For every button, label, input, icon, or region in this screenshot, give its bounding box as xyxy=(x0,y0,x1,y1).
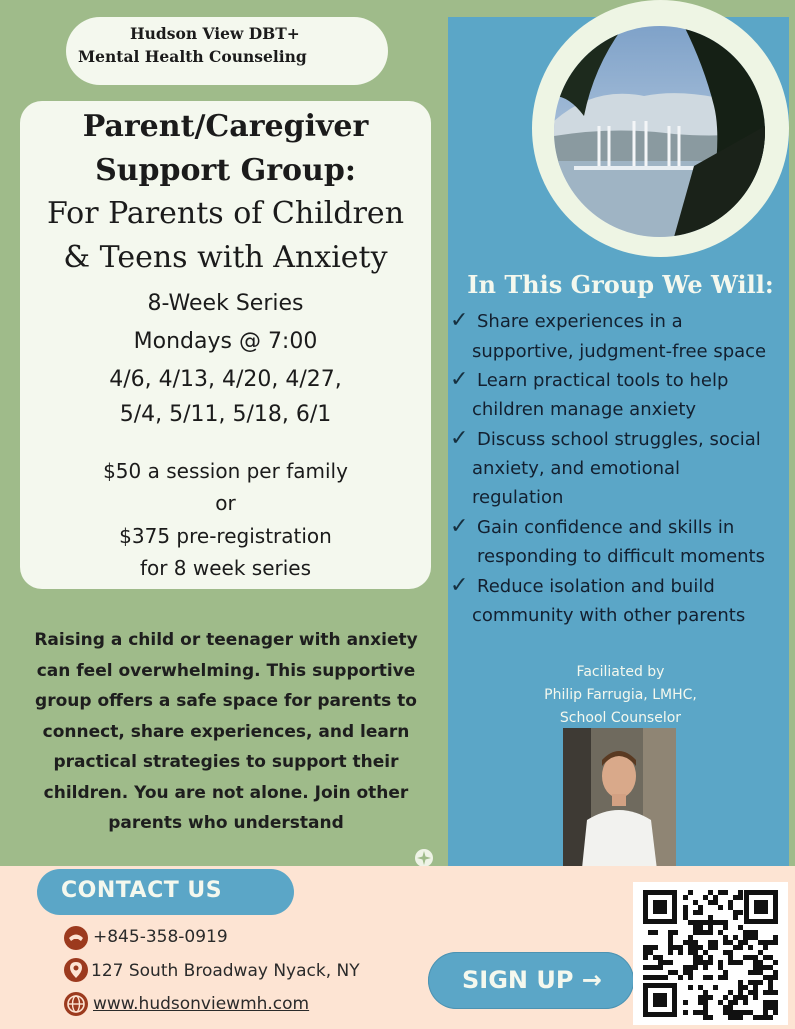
benefit-3-line-3: regulation xyxy=(472,487,564,508)
contact-phone[interactable]: +845-358-0919 xyxy=(93,927,228,947)
facilitated-by-label: Faciliated by xyxy=(576,664,665,680)
sign-up-button[interactable] xyxy=(428,952,634,1009)
check-icon: ✓ xyxy=(450,367,469,392)
price-preregistration: $375 pre-registration xyxy=(119,524,332,548)
location-pin-icon xyxy=(63,957,89,983)
subtitle-line-2: & Teens with Anxiety xyxy=(63,240,388,275)
meeting-time: Mondays @ 7:00 xyxy=(133,329,318,354)
organization-pill xyxy=(66,17,388,85)
facilitator-name: Philip Farrugia, LMHC, xyxy=(544,687,697,703)
check-icon: ✓ xyxy=(450,426,469,451)
contact-address: 127 South Broadway Nyack, NY xyxy=(91,961,360,981)
contact-us-badge xyxy=(37,869,294,915)
check-icon: ✓ xyxy=(450,573,469,598)
benefit-1-line-2: supportive, judgment-free space xyxy=(472,341,767,362)
subtitle-line-1: For Parents of Children xyxy=(46,196,405,231)
bridge-photo xyxy=(554,26,765,237)
dates-line-2: 5/4, 5/11, 5/18, 6/1 xyxy=(119,402,332,427)
benefit-5-line-2: community with other parents xyxy=(472,605,746,626)
sparkle-icon xyxy=(414,848,434,868)
benefit-5-line-1: Reduce isolation and build xyxy=(477,576,715,597)
facilitator-photo xyxy=(563,728,676,878)
benefit-4-line-2: responding to difficult moments xyxy=(477,546,765,567)
group-description: Raising a child or teenager with anxiety can feel overwhelming. This supportive group offers a safe space for parents to connect, share experiences, and learn practical strategies to support their children. You are not alone. Join other parents who understand xyxy=(34,630,418,833)
facilitator-role: School Counselor xyxy=(559,710,682,726)
qr-code[interactable] xyxy=(633,882,788,1025)
organization-name-line-2: Mental Health Counseling xyxy=(78,47,307,66)
organization-name-line-1: Hudson View DBT+ xyxy=(130,24,300,43)
check-icon: ✓ xyxy=(450,514,469,539)
benefit-3-line-1: Discuss school struggles, social xyxy=(477,429,761,450)
price-series-note: for 8 week series xyxy=(139,556,312,580)
check-icon: ✓ xyxy=(450,308,469,333)
benefit-3-line-2: anxiety, and emotional xyxy=(472,458,681,479)
benefit-2-line-2: children manage anxiety xyxy=(472,399,697,420)
series-label: 8-Week Series xyxy=(147,291,304,316)
title-line-2: Support Group: xyxy=(95,153,356,188)
benefit-2-line-1: Learn practical tools to help xyxy=(477,370,729,391)
dates-line-1: 4/6, 4/13, 4/20, 4/27, xyxy=(109,367,342,392)
event-info-card xyxy=(20,101,431,589)
group-benefits-title: In This Group We Will: xyxy=(467,270,774,299)
website-link[interactable]: www.hudsonviewmh.com xyxy=(93,994,310,1014)
title-line-1: Parent/Caregiver xyxy=(82,109,369,144)
benefit-1-line-1: Share experiences in a xyxy=(477,311,683,332)
price-or: or xyxy=(215,491,236,515)
sign-up-label: SIGN UP → xyxy=(462,966,602,994)
phone-icon xyxy=(63,925,89,951)
price-per-session: $50 a session per family xyxy=(103,459,348,483)
globe-icon xyxy=(63,991,89,1017)
benefit-4-line-1: Gain confidence and skills in xyxy=(477,517,735,538)
contact-us-label: CONTACT US xyxy=(61,878,223,903)
